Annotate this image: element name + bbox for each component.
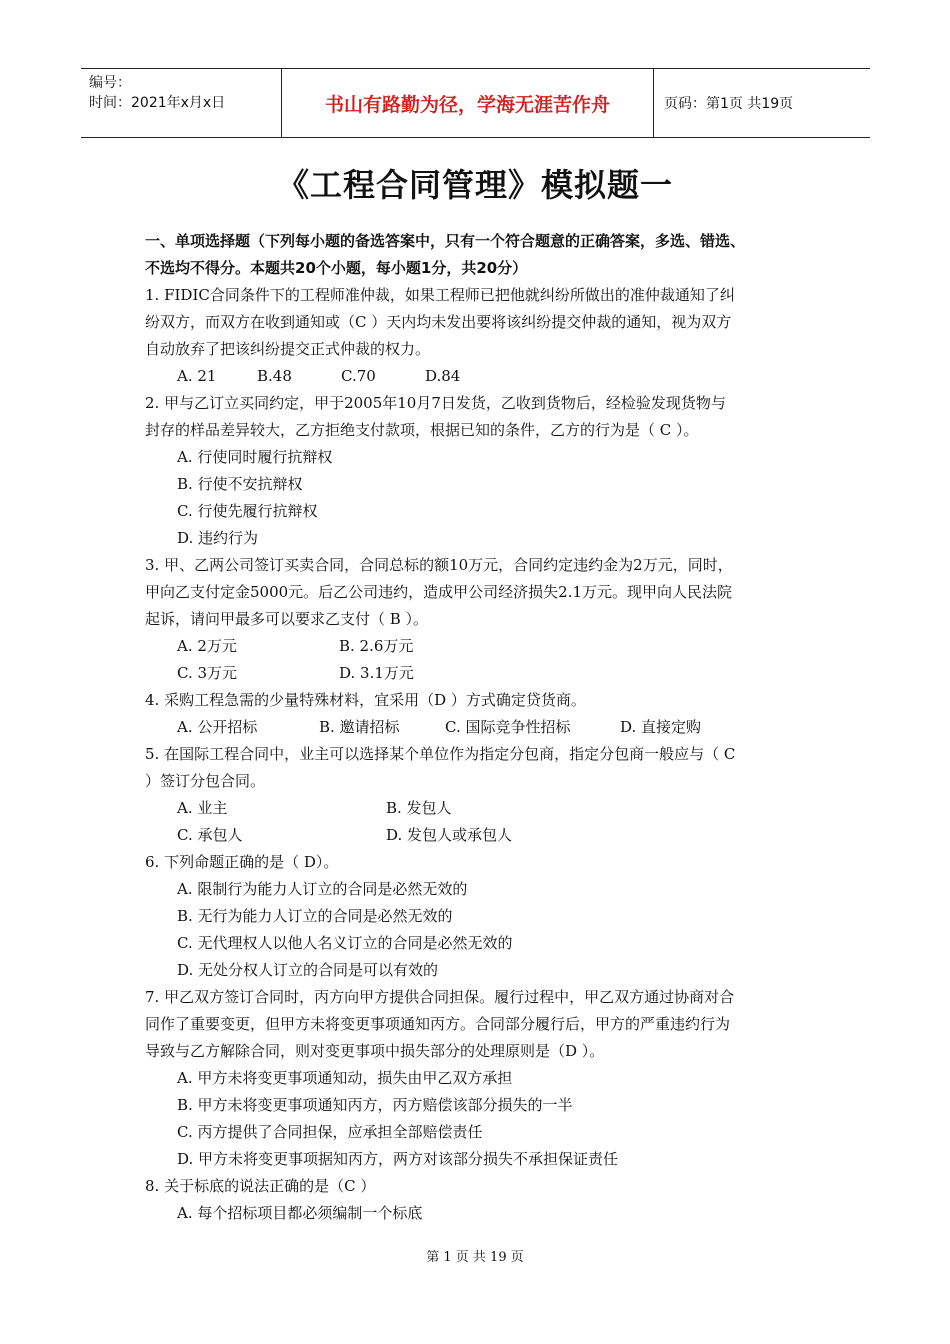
- document-title: 《工程合同管理》模拟题一: [276, 166, 673, 204]
- time-label: 时间：2021年x月x日: [89, 95, 226, 111]
- document-body: [145, 228, 817, 1227]
- option: B. 2.6万元: [339, 637, 414, 655]
- section-heading-line: 不选均不得分。本题共20个小题，每小题1分，共20分）: [145, 259, 528, 277]
- option: A. 21: [177, 367, 217, 385]
- option: C. 国际竞争性招标: [445, 718, 571, 736]
- option: C. 丙方提供了合同担保，应承担全部赔偿责任: [177, 1123, 483, 1141]
- question-text: 起诉，请问甲最多可以要求乙支付（ B ）。: [145, 610, 429, 628]
- option: A. 公开招标: [177, 718, 258, 736]
- option: B.48: [257, 367, 292, 385]
- question-text: 甲向乙支付定金5000元。后乙公司违约，造成甲公司经济损失2.1万元。现甲向人民法院: [145, 583, 733, 601]
- page-header: [81, 68, 870, 138]
- option: D. 发包人或承包人: [386, 826, 513, 844]
- option: B. 行使不安抗辩权: [177, 475, 303, 493]
- question-3: [145, 552, 817, 687]
- option: A. 业主: [177, 799, 228, 817]
- question-4: [145, 687, 817, 741]
- option: A. 2万元: [177, 637, 237, 655]
- question-7: [145, 984, 817, 1173]
- question-6: [145, 849, 817, 984]
- option: D. 3.1万元: [339, 664, 414, 682]
- question-8: [145, 1173, 817, 1227]
- option-row: [177, 633, 817, 660]
- option: D. 直接定购: [620, 718, 702, 736]
- question-text: 2. 甲与乙订立买同约定，甲于2005年10月7日发货，乙收到货物后，经检验发现货物与: [145, 394, 726, 412]
- option: A. 甲方未将变更事项通知动，损失由甲乙双方承担: [177, 1069, 513, 1087]
- option: C. 3万元: [177, 664, 238, 682]
- question-text: 5. 在国际工程合同中，业主可以选择某个单位作为指定分包商，指定分包商一般应与（ C: [145, 745, 736, 763]
- header-motto: 书山有路勤为径，学海无涯苦作舟: [282, 69, 654, 137]
- option: B. 发包人: [386, 799, 452, 817]
- option: D. 甲方未将变更事项据知丙方，两方对该部分损失不承担保证责任: [177, 1150, 619, 1168]
- option-row: [177, 714, 817, 741]
- option: D. 无处分权人订立的合同是可以有效的: [177, 961, 439, 979]
- option: B. 甲方未将变更事项通知丙方，丙方赔偿该部分损失的一半: [177, 1096, 573, 1114]
- option: B. 无行为能力人订立的合同是必然无效的: [177, 907, 453, 925]
- question-text: 8. 关于标底的说法正确的是（C ）: [145, 1177, 376, 1195]
- question-text: 导致与乙方解除合同，则对变更事项中损失部分的处理原则是（D ）。: [145, 1042, 605, 1060]
- question-text: 6. 下列命题正确的是（ D）。: [145, 853, 339, 871]
- option: A. 行使同时履行抗辩权: [177, 448, 333, 466]
- question-text: 自动放弃了把该纠纷提交正式仲裁的权力。: [145, 340, 431, 358]
- option-row: [177, 822, 817, 849]
- option: D.84: [425, 367, 461, 385]
- header-page-code: 页码：第1页 共19页: [664, 96, 794, 112]
- question-text: 同作了重要变更，但甲方未将变更事项通知丙方。合同部分履行后，甲方的严重违约行为: [145, 1015, 731, 1033]
- question-text: 3. 甲、乙两公司签订买卖合同，合同总标的额10万元，合同约定违约金为2万元，同时，: [145, 556, 733, 574]
- option: C. 行使先履行抗辩权: [177, 502, 318, 520]
- option: B. 邀请招标: [319, 718, 400, 736]
- question-2: [145, 390, 817, 552]
- option-row: [177, 795, 817, 822]
- question-text: ）签订分包合同。: [145, 772, 266, 790]
- question-text: 4. 采购工程急需的少量特殊材料，宜采用（D ）方式确定贷货商。: [145, 691, 586, 709]
- option-row: [177, 660, 817, 687]
- question-text: 7. 甲乙双方签订合同时，丙方向甲方提供合同担保。履行过程中，甲乙双方通过协商对合: [145, 988, 735, 1006]
- serial-label: 编号：: [89, 75, 131, 91]
- option: C. 承包人: [177, 826, 243, 844]
- question-1: [145, 282, 817, 390]
- question-text: 1. FIDIC合同条件下的工程师准仲裁，如果工程师已把他就纠纷所做出的准仲裁通知了纠: [145, 286, 735, 304]
- header-info-cell: [81, 69, 282, 137]
- page-footer: 第 1 页 共 19 页: [426, 1250, 524, 1265]
- section-heading: [145, 228, 817, 282]
- option: C.70: [341, 367, 376, 385]
- option: A. 每个招标项目都必须编制一个标底: [177, 1204, 423, 1222]
- question-text: 封存的样品差异较大，乙方拒绝支付款项，根据已知的条件，乙方的行为是（ C ）。: [145, 421, 699, 439]
- question-text: 纷双方，而双方在收到通知或（C ）天内均未发出要将该纠纷提交仲裁的通知，视为双方: [145, 313, 732, 331]
- option: A. 限制行为能力人订立的合同是必然无效的: [177, 880, 468, 898]
- section-heading-line: 一、单项选择题（下列每小题的备选答案中，只有一个符合题意的正确答案，多选、错选、: [145, 232, 746, 250]
- option: C. 无代理权人以他人名义订立的合同是必然无效的: [177, 934, 513, 952]
- question-5: [145, 741, 817, 849]
- option: D. 违约行为: [177, 529, 259, 547]
- option-row: [177, 363, 817, 390]
